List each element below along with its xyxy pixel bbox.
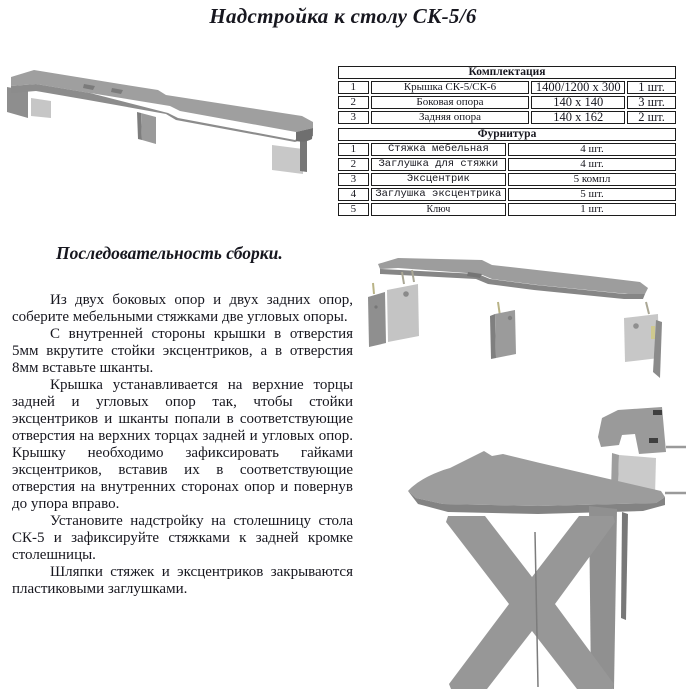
assembly-paragraph: Из двух боковых опор и двух задних опор, соберите мебельными стяжками две угловых опоры. — [12, 292, 353, 325]
cell-num: 2 — [338, 158, 369, 171]
assembly-paragraph: Крышка устанавливается на верхние торцы задней и угловых опор так, чтобы стойки эксцентриков и шканты попали в соответствующие отверстия на верхних торцах задней и угловых опор. Крышку необходимо зафиксировать гайками эксцентриков, вставив их в соответствующие отверстия на внутренних сторонах опор и повернув до упора вправо. — [12, 377, 353, 512]
page-title: Надстройка к столу СК-5/6 — [209, 4, 477, 28]
middle-support-panel — [141, 113, 156, 144]
cell-size: 1400/1200 x 300 — [531, 81, 625, 94]
cell-name: Задняя опора — [371, 111, 530, 124]
cell-qty: 4 шт. — [508, 143, 676, 156]
cell-qty: 1 шт. — [627, 81, 676, 94]
cell-num: 5 — [338, 203, 369, 216]
table-row — [338, 81, 676, 94]
table-section-header — [338, 128, 676, 141]
desk-with-shelf-figure — [388, 392, 686, 700]
assembly-paragraph: Установите надстройку на столешницу стола СК-5 и зафиксируйте стяжками к задней кромке столешницы. — [12, 513, 353, 563]
cell-qty: 3 шт. — [627, 96, 676, 109]
table-row — [338, 111, 676, 124]
exploded-shelf-figure — [340, 250, 686, 402]
assembly-paragraph: С внутренней стороны крышки в отверстия 5мм вкрутите стойки эксцентриков, а в отверстия 8мм вставьте шканты. — [12, 326, 353, 376]
furnitura-header: Фурнитура — [338, 128, 676, 141]
right-support-light-panel — [272, 145, 303, 174]
furnitura-table — [336, 126, 678, 218]
middle-support-edge — [490, 314, 496, 359]
table-row — [338, 203, 676, 216]
cell-num: 1 — [338, 143, 369, 156]
x-leg-panel — [446, 516, 615, 689]
komplekt-table — [336, 64, 678, 126]
shelf-clip-top — [653, 410, 662, 415]
left-corner-light-panel — [387, 284, 419, 342]
eccentric-hole — [403, 291, 409, 297]
cell-name: Эксцентрик — [371, 173, 506, 186]
cell-name: Боковая опора — [371, 96, 530, 109]
cell-qty: 5 шт. — [508, 188, 676, 201]
cell-qty: 2 шт. — [627, 111, 676, 124]
cell-num: 3 — [338, 111, 369, 124]
dowel-pin — [373, 283, 374, 294]
cell-name: Заглушка эксцентрика — [371, 188, 506, 201]
cell-qty: 4 шт. — [508, 158, 676, 171]
assembly-heading: Последовательность сборки. — [56, 243, 283, 263]
table-row — [338, 96, 676, 109]
assembly-instructions — [12, 292, 353, 598]
right-support-edge — [300, 137, 307, 172]
cell-name: Стяжка мебельная — [371, 143, 506, 156]
cell-num: 1 — [338, 81, 369, 94]
left-corner-dark-panel — [368, 292, 386, 347]
komplekt-header: Комплектация — [338, 66, 676, 79]
middle-support-panel — [495, 310, 516, 358]
table-row — [338, 158, 676, 171]
table-row — [338, 173, 676, 186]
cell-num: 4 — [338, 188, 369, 201]
eccentric-hole — [508, 316, 512, 320]
shelf-top-surface — [11, 70, 313, 132]
assembly-paragraph: Шляпки стяжек и эксцентриков закрываются пластиковыми заглушками. — [12, 564, 353, 597]
cell-num: 3 — [338, 173, 369, 186]
assembled-shelf-figure — [0, 52, 335, 230]
cell-name: Ключ — [371, 203, 506, 216]
cell-name: Крышка СК-5/СК-6 — [371, 81, 530, 94]
cell-size: 140 x 140 — [531, 96, 625, 109]
left-support-light-panel — [31, 98, 51, 118]
cell-num: 2 — [338, 96, 369, 109]
cell-qty: 1 шт. — [508, 203, 676, 216]
table-row — [338, 188, 676, 201]
eccentric-bolt — [651, 326, 655, 339]
rear-leg-edge — [621, 512, 628, 620]
cell-name: Заглушка для стяжки — [371, 158, 506, 171]
shelf-clip-bottom — [649, 438, 658, 443]
cell-size: 140 x 162 — [531, 111, 625, 124]
table-row — [338, 143, 676, 156]
table-section-header — [338, 66, 676, 79]
parts-tables — [336, 64, 678, 218]
fastener-dot — [374, 305, 377, 308]
cell-qty: 5 компл — [508, 173, 676, 186]
eccentric-hole — [633, 323, 639, 329]
dowel-pin — [646, 302, 649, 314]
